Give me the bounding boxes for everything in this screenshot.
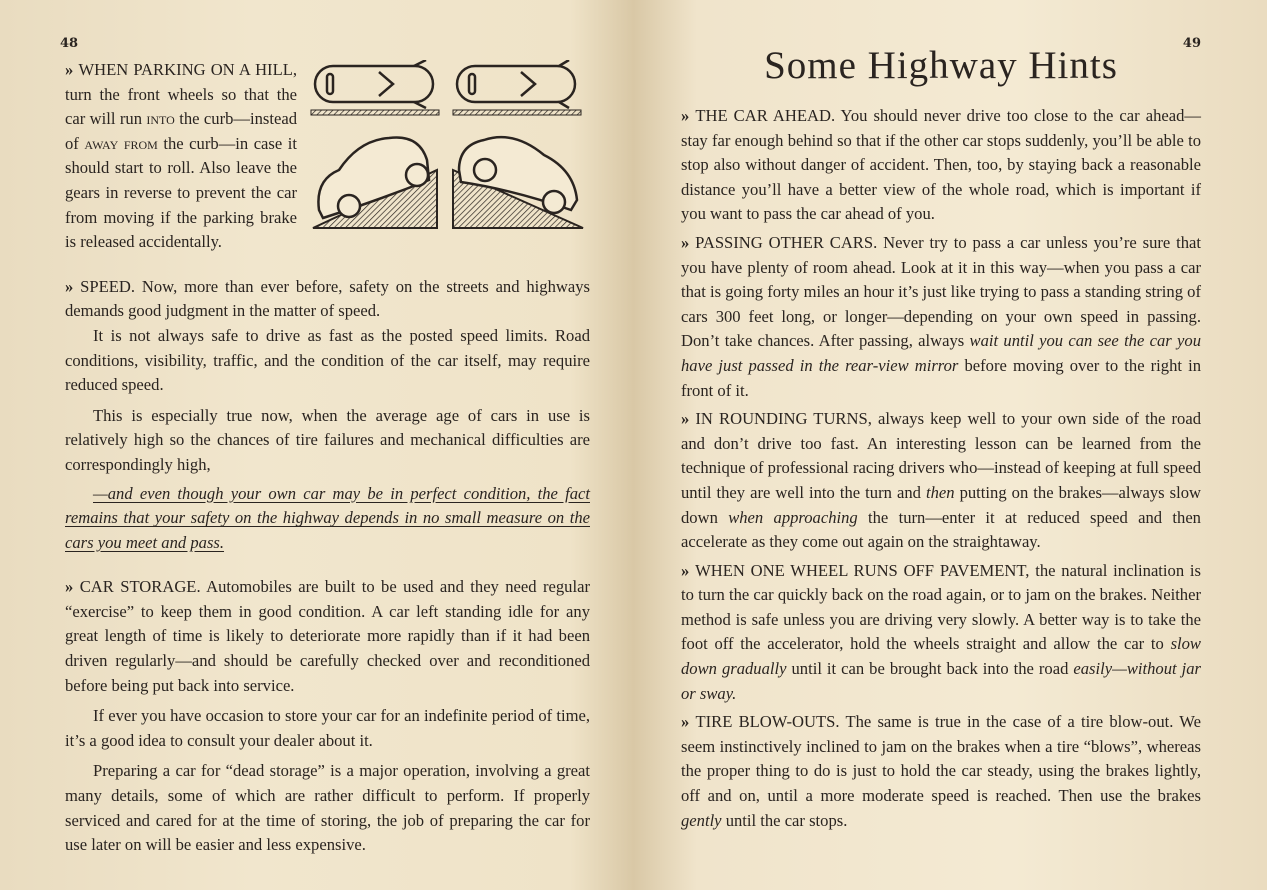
paragraph xyxy=(681,104,1201,227)
right-page xyxy=(681,0,1201,890)
text-run: wait until you can see the car you have just passed in the rear-view mirror xyxy=(681,331,1201,375)
section-marker-icon: » xyxy=(65,60,79,79)
paragraph xyxy=(681,559,1201,707)
text-run: until it can be brought back into the road xyxy=(786,659,1074,679)
section-marker-icon: » xyxy=(681,106,696,125)
text-run: Preparing a car for “dead storage” is a major operation, involving a great many details, some of which are rather difficult to perform. If properly serviced and cared for at the time of storing, the job of preparing the car for use later on will be easier and less expensive. xyxy=(65,761,590,855)
page-number: 49 xyxy=(1182,36,1201,51)
section-marker-icon: » xyxy=(65,577,80,597)
paragraph xyxy=(65,404,590,478)
paragraph xyxy=(65,575,590,698)
text-run: WHEN ONE WHEEL RUNS OFF PAVEMENT, the natural inclination is to turn the car quickly back on the road again, or to jam on the brakes. Neither method is safe unless you are driving very slowly. A better way is to take the foot off the accelerator, hold the wheels straight and allow the car to xyxy=(681,560,1201,654)
text-run: putting on the brakes—always slow down xyxy=(681,482,1201,527)
text-run: then xyxy=(925,482,955,502)
text-run: slow down gradually xyxy=(681,634,1201,679)
text-run: WHEN PARKING ON A HILL, turn the front wheels so that the car will run xyxy=(65,60,298,129)
paragraph xyxy=(65,759,590,857)
paragraph xyxy=(65,324,590,398)
text-run: It is not always safe to drive as fast as the posted speed limits. Road conditions, visibility, traffic, and the condition of the car itself, may require reduced speed. xyxy=(65,325,590,395)
text-run: gently xyxy=(681,810,722,830)
section-marker-icon: » xyxy=(65,276,81,296)
paragraph xyxy=(681,407,1201,555)
text-run: before moving over to the right in front of it. xyxy=(681,355,1201,400)
text-run: PASSING OTHER CARS. Never try to pass a car unless you’re sure that you have plenty of room ahead. Look at it in this way—when you pass a car that is going forty miles an hour it’s just like trying to pass a standing string of cars 300 feet long, or longer—depending on your own speed in passing. Don’t take chances. After passing, always xyxy=(681,232,1201,351)
text-run: THE CAR AHEAD. You should never drive too close to the car ahead—stay far enough behind so that if the other car stops suddenly, you’ll be able to stop also without danger of accident. Then, too, by staying back a reasonable distance you’ll have a better view of the whole road, which is important if you want to pass the car ahead of you. xyxy=(681,106,1201,224)
text-run: TIRE BLOW-OUTS. The same is true in the case of a tire blow-out. We seem instinctively inclined to jam on the brakes when a tire “blows”, whereas the proper thing to do is just to hold the car steady, using the brakes lightly, off and on, until a more moderate speed is reached. Then use the brakes xyxy=(681,712,1201,806)
text-run: until the car stops. xyxy=(721,810,848,830)
text-run: when approaching xyxy=(728,507,858,527)
text-run: If ever you have occasion to store your car for an indefinite period of time, it’s a good idea to consult your dealer about it. xyxy=(65,706,590,750)
paragraph xyxy=(65,482,590,556)
text-run: This is especially true now, when the average age of cars in use is relatively high so the chances of tire failures and mechanical difficulties are correspondingly high, xyxy=(65,405,590,474)
text-run: the curb—instead of xyxy=(65,109,297,153)
text-run: IN ROUNDING TURNS, always keep well to your own side of the road and don’t drive too fast. An interesting lesson can be learned from the technique of professional racing drivers who—instead of keeping at full speed until they are well into the turn and xyxy=(681,409,1202,502)
section-marker-icon: » xyxy=(681,409,696,429)
right-text xyxy=(681,104,1201,833)
section-marker-icon: » xyxy=(681,232,696,252)
left-page xyxy=(60,0,590,890)
text-run: CAR STORAGE. Automobiles are built to be used and they need regular “exercise” to keep them in good condition. A car left standing idle for any great length of time is likely to deteriorate more rapidly than if it had been driven regularly—and should be carefully checked over and reconditioned before being put back into service. xyxy=(65,577,590,695)
text-run: the curb—in case it should start to roll. Also leave the gears in reverse to prevent the car from moving if the parking brake is released accidentally. xyxy=(65,133,297,252)
text-run: into xyxy=(146,109,175,129)
text-run: away from xyxy=(84,133,158,153)
text-run: —and even though your own car may be in perfect condition, the fact remains that your safety on the highway depends in no small measure on the cars you meet and pass. xyxy=(65,483,590,552)
text-run: the turn—enter it at reduced speed and then accelerate as they come out again on the straightaway. xyxy=(681,507,1201,552)
paragraph xyxy=(65,275,590,324)
paragraph xyxy=(681,231,1201,403)
paragraph xyxy=(65,704,590,753)
parking-on-hill-illustration xyxy=(309,60,594,232)
page-title: Some Highway Hints xyxy=(764,44,1118,87)
paragraph xyxy=(681,710,1201,833)
text-run: easily—without jar or sway. xyxy=(681,659,1202,703)
section-marker-icon: » xyxy=(681,560,696,580)
page-number: 48 xyxy=(60,36,79,51)
text-run: SPEED. Now, more than ever before, safety on the streets and highways demands good judgment in the matter of speed. xyxy=(65,276,590,321)
section-marker-icon: » xyxy=(681,712,696,732)
